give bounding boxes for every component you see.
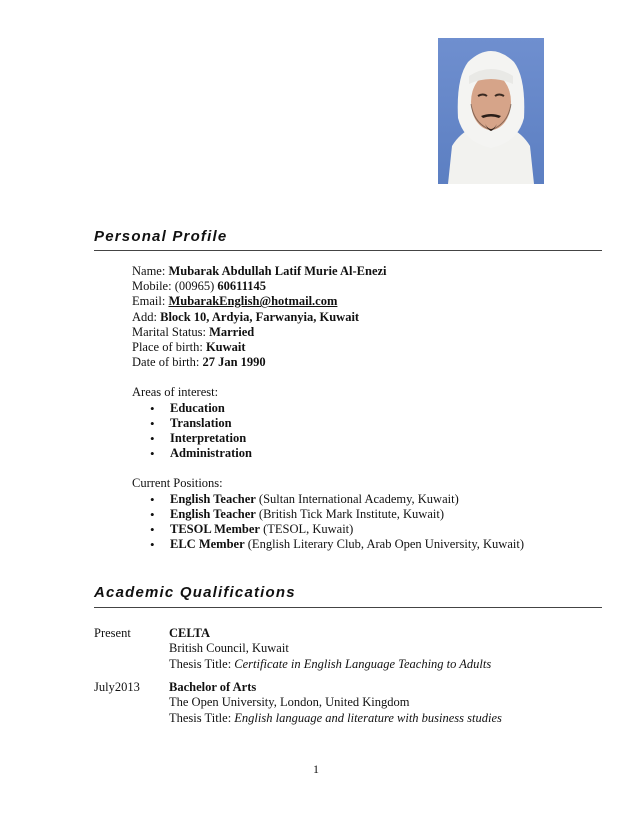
- interests-list: [132, 401, 602, 462]
- qualification-date: July2013: [94, 680, 140, 694]
- interest-item: • Education: [132, 401, 602, 416]
- thesis-label: Thesis Title:: [169, 710, 235, 725]
- marital-status-line: [132, 325, 602, 340]
- personal-profile-details: [132, 264, 602, 552]
- qualification-institution: The Open University, London, United Kingdom: [169, 695, 410, 710]
- section-divider: [94, 250, 602, 251]
- name-value: Mubarak Abdullah Latif Murie Al-Enezi: [168, 264, 387, 278]
- marital-status-label: Marital Status:: [132, 324, 206, 339]
- position-detail: (British Tick Mark Institute, Kuwait): [255, 506, 444, 521]
- section-divider: [94, 607, 602, 608]
- positions-label: Current Positions:: [132, 476, 223, 491]
- mobile-label: Mobile: (00965): [132, 279, 215, 294]
- email-label: Email:: [132, 294, 166, 309]
- thesis-title: English language and literature with business studies: [234, 710, 502, 725]
- address-line: [132, 310, 602, 325]
- interests-label: Areas of interest:: [132, 385, 219, 400]
- birthplace-value: Kuwait: [205, 340, 246, 355]
- position-role: TESOL Member: [170, 522, 260, 537]
- interest-item: • Translation: [132, 416, 602, 431]
- name-label: Name:: [132, 264, 166, 278]
- date-of-birth-line: [132, 355, 602, 370]
- thesis-label: Thesis Title:: [169, 656, 235, 671]
- date-of-birth-label: Date of birth:: [132, 355, 200, 370]
- position-role: ELC Member: [170, 537, 245, 552]
- name-line: [132, 264, 602, 279]
- position-role: English Teacher: [170, 506, 256, 521]
- qualification-date: Present: [94, 626, 131, 640]
- address-label: Add:: [132, 309, 157, 324]
- qualification-degree: CELTA: [169, 626, 210, 640]
- position-item: [132, 492, 602, 507]
- mobile-value: 60611145: [217, 279, 267, 294]
- position-item: [132, 522, 602, 537]
- positions-list: [132, 492, 602, 553]
- qualification-degree: Bachelor of Arts: [169, 680, 257, 694]
- academic-qualifications-heading: Academic Qualifications: [94, 584, 296, 601]
- position-detail: (English Literary Club, Arab Open University, Kuwait): [244, 537, 524, 552]
- email-link[interactable]: MubarakEnglish@hotmail.com: [168, 294, 338, 309]
- interest-item: • Administration: [132, 446, 602, 461]
- page-number: 1: [313, 762, 319, 776]
- birthplace-label: Place of birth:: [132, 340, 203, 355]
- date-of-birth-value: 27 Jan 1990: [202, 355, 266, 370]
- qualification-thesis: [169, 711, 502, 726]
- interest-item: • Interpretation: [132, 431, 602, 446]
- spacer: [132, 461, 602, 476]
- thesis-title: Certificate in English Language Teaching to Adults: [234, 656, 492, 671]
- birthplace-line: [132, 340, 602, 355]
- address-value: Block 10, Ardyia, Farwanyia, Kuwait: [160, 309, 360, 324]
- qualification-thesis: [169, 657, 491, 672]
- qualification-body: [169, 680, 502, 726]
- marital-status-value: Married: [209, 324, 255, 339]
- position-detail: (Sultan International Academy, Kuwait): [255, 491, 459, 506]
- personal-profile-heading: Personal Profile: [94, 228, 228, 245]
- spacer: [132, 370, 602, 385]
- qualification-institution: British Council, Kuwait: [169, 641, 289, 656]
- email-line: [132, 294, 602, 309]
- profile-photo: [438, 38, 544, 184]
- position-role: English Teacher: [170, 491, 256, 506]
- qualification-body: [169, 626, 491, 672]
- position-detail: (TESOL, Kuwait): [259, 522, 354, 537]
- position-item: [132, 537, 602, 552]
- portrait-illustration: [438, 38, 544, 184]
- position-item: [132, 507, 602, 522]
- mobile-line: [132, 279, 602, 294]
